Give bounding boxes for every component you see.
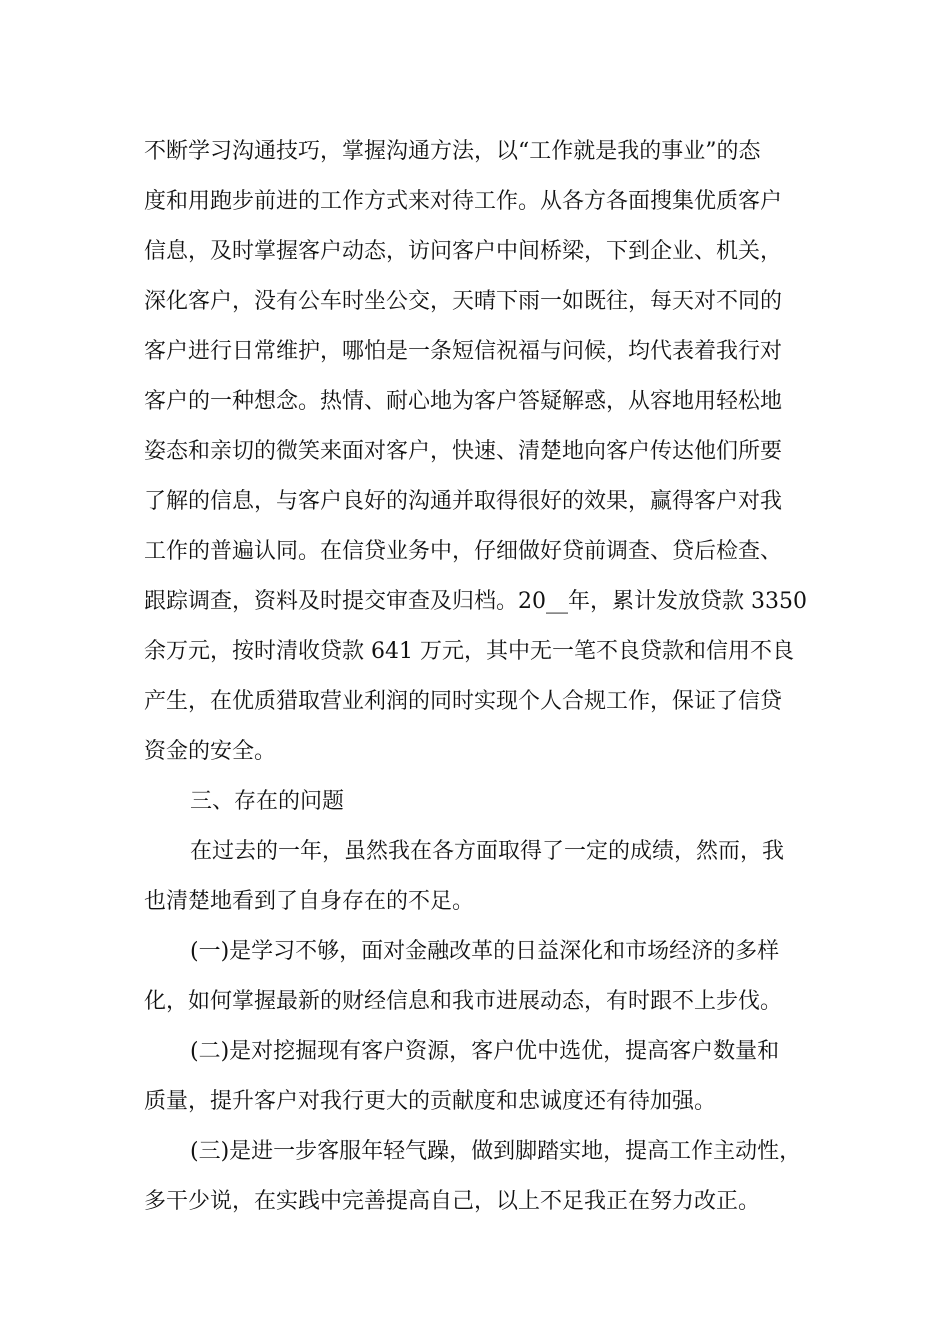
text-line: 资金的安全。 — [144, 739, 277, 764]
text-line: (二)是对挖掘现有客户资源，客户优中选优，提高客户数量和 — [190, 1039, 780, 1064]
section-heading: 三、存在的问题 — [190, 789, 345, 814]
text-line: (三)是进一步客服年轻气躁，做到脚踏实地，提高工作主动性， — [190, 1139, 802, 1164]
text-line: 信息，及时掌握客户动态，访问客户中间桥梁，下到企业、机关， — [144, 239, 783, 264]
text-line: 产生，在优质猎取营业利润的同时实现个人合规工作，保证了信贷 — [144, 689, 783, 714]
text-line: 工作的普遍认同。在信贷业务中，仔细做好贷前调查、贷后检查、 — [144, 539, 783, 564]
text-line: 质量，提升客户对我行更大的贡献度和忠诚度还有待加强。 — [144, 1089, 717, 1114]
text-line: 客户的一种想念。热情、耐心地为客户答疑解惑，从容地用轻松地 — [144, 389, 783, 414]
text-line: 余万元，按时清收贷款 641 万元，其中无一笔不良贷款和信用不良 — [144, 639, 794, 664]
text-line: 深化客户，没有公车时坐公交，天晴下雨一如既往，每天对不同的 — [144, 289, 783, 314]
text-line: 化，如何掌握最新的财经信息和我市进展动态，有时跟不上步伐。 — [144, 989, 783, 1014]
text-line: 度和用跑步前进的工作方式来对待工作。从各方各面搜集优质客户 — [144, 189, 783, 214]
text-line: 也清楚地看到了自身存在的不足。 — [144, 889, 475, 914]
text-line: (一)是学习不够，面对金融改革的日益深化和市场经济的多样 — [190, 939, 780, 964]
text-line: 客户进行日常维护，哪怕是一条短信祝福与问候，均代表着我行对 — [144, 339, 783, 364]
text-line: 多干少说，在实践中完善提高自己，以上不足我正在努力改正。 — [144, 1189, 761, 1214]
text-line: 了解的信息，与客户良好的沟通并取得很好的效果，赢得客户对我 — [144, 489, 783, 514]
text-line: 不断学习沟通技巧，掌握沟通方法，以“工作就是我的事业”的态 — [144, 139, 761, 164]
text-line: 跟踪调查，资料及时提交审查及归档。20__年，累计发放贷款 3350 — [144, 589, 807, 614]
text-line: 在过去的一年，虽然我在各方面取得了一定的成绩，然而，我 — [190, 839, 785, 864]
text-line: 姿态和亲切的微笑来面对客户，快速、清楚地向客户传达他们所要 — [144, 439, 783, 464]
